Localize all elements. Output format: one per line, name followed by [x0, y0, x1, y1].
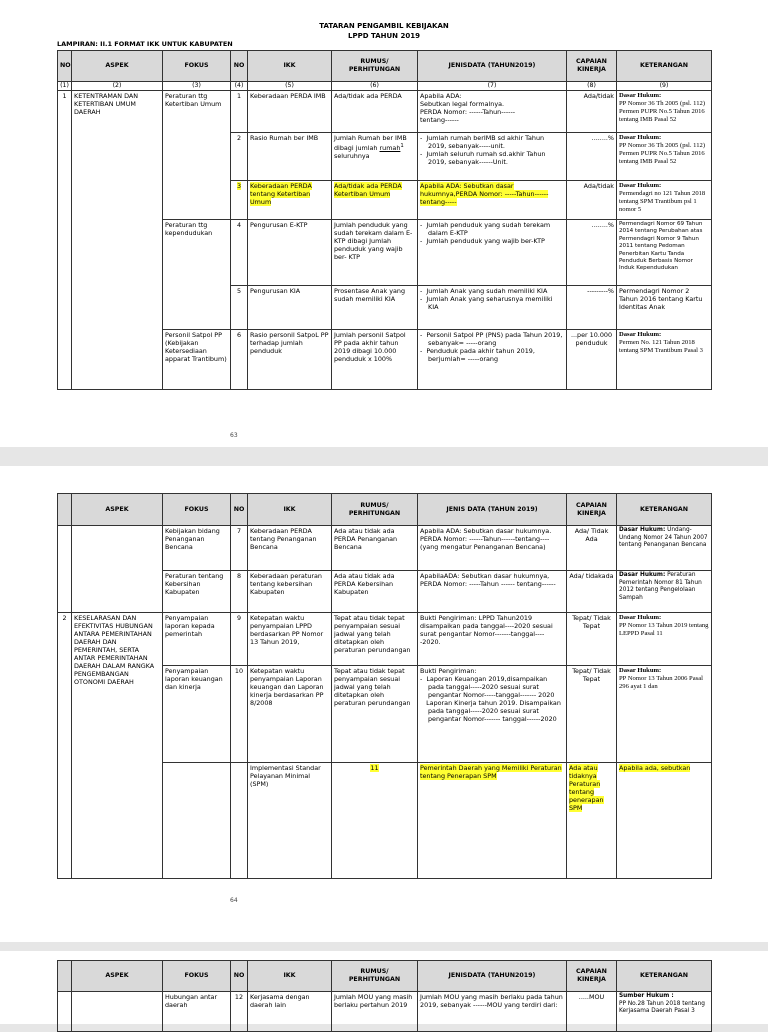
document-page-1	[0, 0, 768, 447]
empty-cell	[163, 763, 231, 879]
jenis-data-cell: Apabila ADA: Sebutkan dasar hukumnya. PERDA Nomor: ------Tahun------tentang---- (yang mengatur Penanganan Bencana)	[418, 526, 567, 571]
keterangan-label: Dasar Hukum:	[619, 614, 662, 621]
jenis-data-cell: Jumlah MOU yang masih berlaku pada tahun 2019, sebanyak ------MOU yang terdiri dari:	[418, 992, 567, 1032]
keterangan-text: PP Nomor 13 Tahun 2019 tentang LEPPD Pasal 11	[619, 622, 709, 637]
ikk-number: 7	[231, 526, 248, 571]
ikk-cell: Keberadaan PERDA tentang Ketertiban Umum	[248, 181, 332, 220]
rumus-cell: Ada/tidak ada PERDA Ketertiban Umum	[332, 181, 418, 220]
empty-cell	[231, 763, 248, 879]
ikk-cell: Rasio Rumah ber IMB	[248, 133, 332, 181]
header-no-ikk: NO	[231, 51, 248, 82]
index-cell: (4)	[231, 82, 248, 91]
table-row	[58, 613, 712, 666]
keterangan-cell	[617, 571, 712, 613]
keterangan-label: Dasar Hukum:	[619, 667, 662, 674]
fokus-cell: Peraturan tentang Kebersihan Kabupaten	[163, 571, 231, 613]
page-number: 63	[230, 432, 238, 439]
empty-cell	[58, 526, 72, 613]
capaian-cell: Ada/tidak	[567, 181, 617, 220]
ikk-number: 2	[231, 133, 248, 181]
fokus-cell: Hubungan antar daerah	[163, 992, 231, 1032]
header-aspek: ASPEK	[72, 961, 163, 992]
jenis-bullet: - Jumlah seluruh rumah sd.akhir Tahun 2019, sebanyak------Unit.	[420, 150, 546, 166]
ikk-number: 10	[231, 666, 248, 763]
aspek-number: 1	[58, 91, 72, 390]
document-page-2	[0, 466, 768, 942]
rumus-cell: Jumlah personil Satpol PP pada akhir tahun 2019 dibagi 10.000 penduduk x 100%	[332, 330, 418, 390]
ikk-number: 5	[231, 286, 248, 330]
keterangan-text: Undang-Undang Nomor 24 Tahun 2007 tentang Penanganan Bencana	[619, 527, 708, 548]
jenis-data-cell	[418, 220, 567, 286]
footnote-marker: 1	[400, 143, 404, 149]
ikk-number: 9	[231, 613, 248, 666]
rumus-text: seluruhnya	[334, 152, 370, 161]
jenis-line: PERDA Nomor: ------Tahun------	[420, 108, 516, 116]
column-index-row	[58, 82, 712, 91]
ikk-cell: Pengurusan KIA	[248, 286, 332, 330]
header-keterangan: KETERANGAN	[617, 961, 712, 992]
header-jenisdata: JENISDATA (TAHUN2019)	[418, 961, 567, 992]
keterangan-text: Permen No. 121 Tahun 2018 tentang SPM Trantibum Pasal 3	[619, 339, 703, 354]
capaian-cell: Tepat/ Tidak Tepat	[567, 666, 617, 763]
page-number: 64	[230, 897, 238, 904]
capaian-cell: Ada/ Tidak Ada	[567, 526, 617, 571]
empty-cell	[72, 526, 163, 613]
table-row	[58, 992, 712, 1032]
capaian-cell: Ada/tidak	[567, 91, 617, 133]
rumus-text: Jumlah Rumah ber IMB dibagi jumlah	[334, 134, 407, 153]
fokus-cell: Personil Satpol PP (Kebijakan Ketersediaan apparat Trantibum)	[163, 330, 231, 390]
ikk-cell: Ketepatan waktu penyampaian LPPD berdasarkan PP Nomor 13 Tahun 2019,	[248, 613, 332, 666]
jenis-data-cell	[418, 330, 567, 390]
capaian-cell: ...per 10.000 penduduk	[567, 330, 617, 390]
ikk-cell: Ketepatan waktu penyampaian Laporan keuangan dan Laporan kinerja berdasarkan PP 8/2008	[248, 666, 332, 763]
header-rumus: RUMUS/ PERHITUNGAN	[332, 51, 418, 82]
header-jenisdata: JENIS DATA (TAHUN 2019)	[418, 494, 567, 526]
jenis-line: Apabila ADA:	[420, 92, 462, 100]
keterangan-cell	[617, 133, 712, 181]
capaian-cell: ........%	[567, 133, 617, 181]
jenis-bullet: - Jumlah Anak yang sudah memiliki KIA	[420, 287, 548, 295]
ikk-cell: Keberadaan peraturan tentang kebersihan Kabupaten	[248, 571, 332, 613]
keterangan-cell	[617, 613, 712, 666]
ikk-cell: Keberadaan PERDA IMB	[248, 91, 332, 133]
header-capaian: CAPAIAN KINERJA	[567, 51, 617, 82]
header-rumus: RUMUS/ PERHITUNGAN	[332, 494, 418, 526]
table-header-row	[58, 961, 712, 992]
capaian-cell: ---------%	[567, 286, 617, 330]
header-fokus: FOKUS	[163, 961, 231, 992]
fokus-cell: Peraturan ttg kependudukan	[163, 220, 231, 330]
jenis-data-cell: Bukti Pengiriman: LPPD Tahun2019 disampaikan pada tanggal----2020 sesuai surat pengantar Nomor-------tanggal-----2020.	[418, 613, 567, 666]
ikk-cell: Pemerintah Daerah yang Memiliki Peraturan tentang Penerapan SPM	[418, 763, 567, 879]
aspek-number: 2	[58, 613, 72, 879]
keterangan-label: Dasar Hukum:	[619, 182, 662, 189]
keterangan-text: PP No.28 Tahun 2018 tentang Kerjasama Daerah Pasal 3	[619, 1000, 705, 1014]
ikk-cell: Rasio personil SatpoL PP terhadap jumlah penduduk	[248, 330, 332, 390]
header-ikk: IKK	[248, 51, 332, 82]
jenis-bullet: - Jumlah penduduk yang sudah terekam dalam E-KTP	[420, 221, 551, 237]
jenis-bullet: - Personil Satpol PP (PNS) pada Tahun 2019, sebanyak= -----orang	[420, 331, 563, 347]
index-cell: (6)	[332, 82, 418, 91]
header-fokus: FOKUS	[163, 51, 231, 82]
header-no	[58, 961, 72, 992]
jenis-line: Sebutkan legal formalnya.	[420, 100, 505, 108]
header-fokus: FOKUS	[163, 494, 231, 526]
keterangan-cell	[617, 181, 712, 220]
ikk-cell: Pengurusan E-KTP	[248, 220, 332, 286]
rumus-cell: Jumlah penduduk yang sudah terekam dalam E- KTP dibagi Jumlah penduduk yang wajib ber- KTP	[332, 220, 418, 286]
capaian-cell: ........%	[567, 220, 617, 286]
document-page-3	[0, 951, 768, 1024]
index-cell: (2)	[72, 82, 163, 91]
ikk-table-page-2	[57, 493, 712, 879]
jenis-data-cell: ApabilaADA: Sebutkan dasar hukumnya, PERDA Nomor: -----Tahun ------ tentang------	[418, 571, 567, 613]
keterangan-text: PP Nomor 13 Tahun 2006 Pasal 296 ayat 1 dan	[619, 675, 703, 690]
header-ikk: IKK	[248, 961, 332, 992]
keterangan-cell: Permendagri Nomor 2 Tahun 2016 tentang Kartu Identitas Anak	[617, 286, 712, 330]
header-no-ikk: NO	[231, 494, 248, 526]
keterangan-label: Sumber Hukum :	[619, 993, 674, 999]
keterangan-label: Dasar Hukum:	[619, 331, 662, 338]
keterangan-label: Dasar Hukum:	[619, 134, 662, 141]
index-cell: (1)	[58, 82, 72, 91]
fokus-cell: Penyampaian laporan kepada pemerintah	[163, 613, 231, 666]
rumus-cell: Ada atau tidaknya Peraturan tentang penerapan SPM	[567, 763, 617, 879]
keterangan-cell	[617, 526, 712, 571]
index-cell: (8)	[567, 82, 617, 91]
document-subtitle: LPPD TAHUN 2019	[348, 32, 420, 40]
keterangan-cell	[617, 330, 712, 390]
header-aspek: ASPEK	[72, 51, 163, 82]
jenis-data-cell: Apabila ada, sebutkan	[617, 763, 712, 879]
jenis-bullet: - Laporan Keuangan 2019,disampaikan pada tanggal-----2020 sesuai surat pengantar Nomor-----tanggal------- 2020	[420, 675, 555, 699]
lampiran-label: LAMPIRAN: II.1 FORMAT IKK UNTUK KABUPATEN	[57, 40, 233, 48]
jenis-data-cell	[418, 666, 567, 763]
jenis-heading: Bukti Pengiriman:	[420, 667, 477, 675]
ikk-number: 3	[231, 181, 248, 220]
rumus-cell: Prosentase Anak yang sudah memiliki KIA	[332, 286, 418, 330]
jenis-data-cell	[418, 91, 567, 133]
table-header-row	[58, 51, 712, 82]
aspek-cell: KETENTRAMAN DAN KETERTIBAN UMUM DAERAH	[72, 91, 163, 390]
header-ikk: IKK	[248, 494, 332, 526]
table-row	[58, 91, 712, 133]
index-cell: (7)	[418, 82, 567, 91]
fokus-cell: Penyampaian laporan keuangan dan kinerja	[163, 666, 231, 763]
capaian-cell: .....MOU	[567, 992, 617, 1032]
ikk-table-page-1	[57, 50, 712, 390]
jenis-bullet: - Jumlah Anak yang seharusnya memiliki KIA	[420, 295, 553, 311]
keterangan-label: Dasar Hukum:	[619, 92, 662, 99]
index-cell: (9)	[617, 82, 712, 91]
document-title: TATARAN PENGAMBIL KEBIJAKAN	[319, 22, 449, 30]
ikk-number: 6	[231, 330, 248, 390]
capaian-cell: Ada/ tidakada	[567, 571, 617, 613]
rumus-cell: Tepat atau tidak tepat penyampaian sesuai jadwal yang telah ditetapkan oleh peraturan perundangan	[332, 666, 418, 763]
rumus-cell: Jumlah MOU yang masih berlaku pertahun 2019	[332, 992, 418, 1032]
jenis-bullet: - Penduduk pada akhir tahun 2019, berjumlah= -----orang	[420, 347, 535, 363]
ikk-number: 8	[231, 571, 248, 613]
keterangan-cell	[617, 666, 712, 763]
index-cell: (5)	[248, 82, 332, 91]
header-capaian: CAPAIAN KINERJA	[567, 961, 617, 992]
rumus-cell: Ada atau tidak ada PERDA Kebersihan Kabupaten	[332, 571, 418, 613]
jenis-data-cell	[418, 286, 567, 330]
header-keterangan: KETERANGAN	[617, 494, 712, 526]
rumus-cell: Ada/tidak ada PERDA	[332, 91, 418, 133]
table-header-row	[58, 494, 712, 526]
keterangan-label: Dasar Hukum:	[619, 572, 666, 578]
jenis-bullet: Laporan Kinerja tahun 2019. Disampaikan pada tanggal-----2020 sesuai surat pengantar Nomor------- tanggal------2020	[426, 699, 561, 723]
keterangan-text: Permendagri no 121 Tahun 2018 tentang SPM Trantibum psl 1 nomor 5	[619, 190, 706, 213]
rumus-cell: Tepat atau tidak tepat penyampaian sesuai jadwal yang telah ditetapkan oleh peraturan perundangan	[332, 613, 418, 666]
index-cell: (3)	[163, 82, 231, 91]
header-jenisdata: JENISDATA (TAHUN2019)	[418, 51, 567, 82]
fokus-cell: Kebijakan bidang Penanganan Bencana	[163, 526, 231, 571]
jenis-data-cell: Apabila ADA: Sebutkan dasar hukumnya,PERDA Nomor: -----Tahun------tentang-----	[418, 181, 567, 220]
ikk-cell: Kerjasama dengan daerah lain	[248, 992, 332, 1032]
table-row	[58, 526, 712, 571]
rumus-cell: Ada atau tidak ada PERDA Penanganan Bencana	[332, 526, 418, 571]
keterangan-text: PP Nomor 36 Th 2005 (psl. 112) Permen PUPR No.5 Tahun 2016 tentang IMB Pasal 52	[619, 100, 706, 123]
rumus-cell	[332, 133, 418, 181]
header-rumus: RUMUS/ PERHITUNGAN	[332, 961, 418, 992]
aspek-cell: KESELARASAN DAN EFEKTIVITAS HUBUNGAN ANTARA PEMERINTAHAN DAERAH DAN PEMERINTAH, SERTA ANTAR PEMERINTAHAN DAERAH DALAM RANGKA PENGEMBANGAN OTONOMI DAERAH	[72, 613, 163, 879]
ikk-number: 11	[332, 763, 418, 879]
header-keterangan: KETERANGAN	[617, 51, 712, 82]
keterangan-text: Peraturan Pemerintah Nomor 81 Tahun 2012 tentang Pengelolaan Sampah	[619, 572, 702, 601]
header-no	[58, 494, 72, 526]
jenis-bullet: - Jumlah penduduk yang wajib ber-KTP	[420, 237, 545, 245]
ikk-number: 4	[231, 220, 248, 286]
ikk-number: 12	[231, 992, 248, 1032]
jenis-line: tentang------	[420, 116, 459, 124]
header-no-ikk: NO	[231, 961, 248, 992]
ikk-table-page-3	[57, 960, 712, 1032]
header-capaian: CAPAIAN KINERJA	[567, 494, 617, 526]
ikk-cell: Keberadaan PERDA tentang Penanganan Bencana	[248, 526, 332, 571]
keterangan-cell	[617, 992, 712, 1032]
rumus-text-underlined: rumah	[379, 144, 401, 153]
header-aspek: ASPEK	[72, 494, 163, 526]
ikk-number: 1	[231, 91, 248, 133]
capaian-cell: Tepat/ Tidak Tepat	[567, 613, 617, 666]
jenis-data-cell	[418, 133, 567, 181]
empty-cell	[72, 992, 163, 1032]
jenis-bullet: - Jumlah rumah berIMB sd akhir Tahun 2019, sebanyak-----unit.	[420, 134, 545, 150]
header-no: NO	[58, 51, 72, 82]
keterangan-text: PP Nomor 36 Th 2005 (psl. 112) Permen PUPR No.5 Tahun 2016 tentang IMB Pasal 52	[619, 142, 706, 165]
fokus-cell: Peraturan ttg Ketertiban Umum	[163, 91, 231, 220]
empty-cell	[58, 992, 72, 1032]
keterangan-cell	[617, 91, 712, 133]
keterangan-label: Dasar Hukum:	[619, 527, 666, 533]
keterangan-cell: Permendagri Nomor 69 Tahun 2014 tentang Perubahan atas Permendagri Nomor 9 Tahun 2011 tentang Pedoman Penerbitan Kartu Tanda Penduduk Berbasis Nomor Induk Kependudukan	[617, 220, 712, 286]
fokus-cell: Implementasi Standar Pelayanan Minimal (SPM)	[248, 763, 332, 879]
